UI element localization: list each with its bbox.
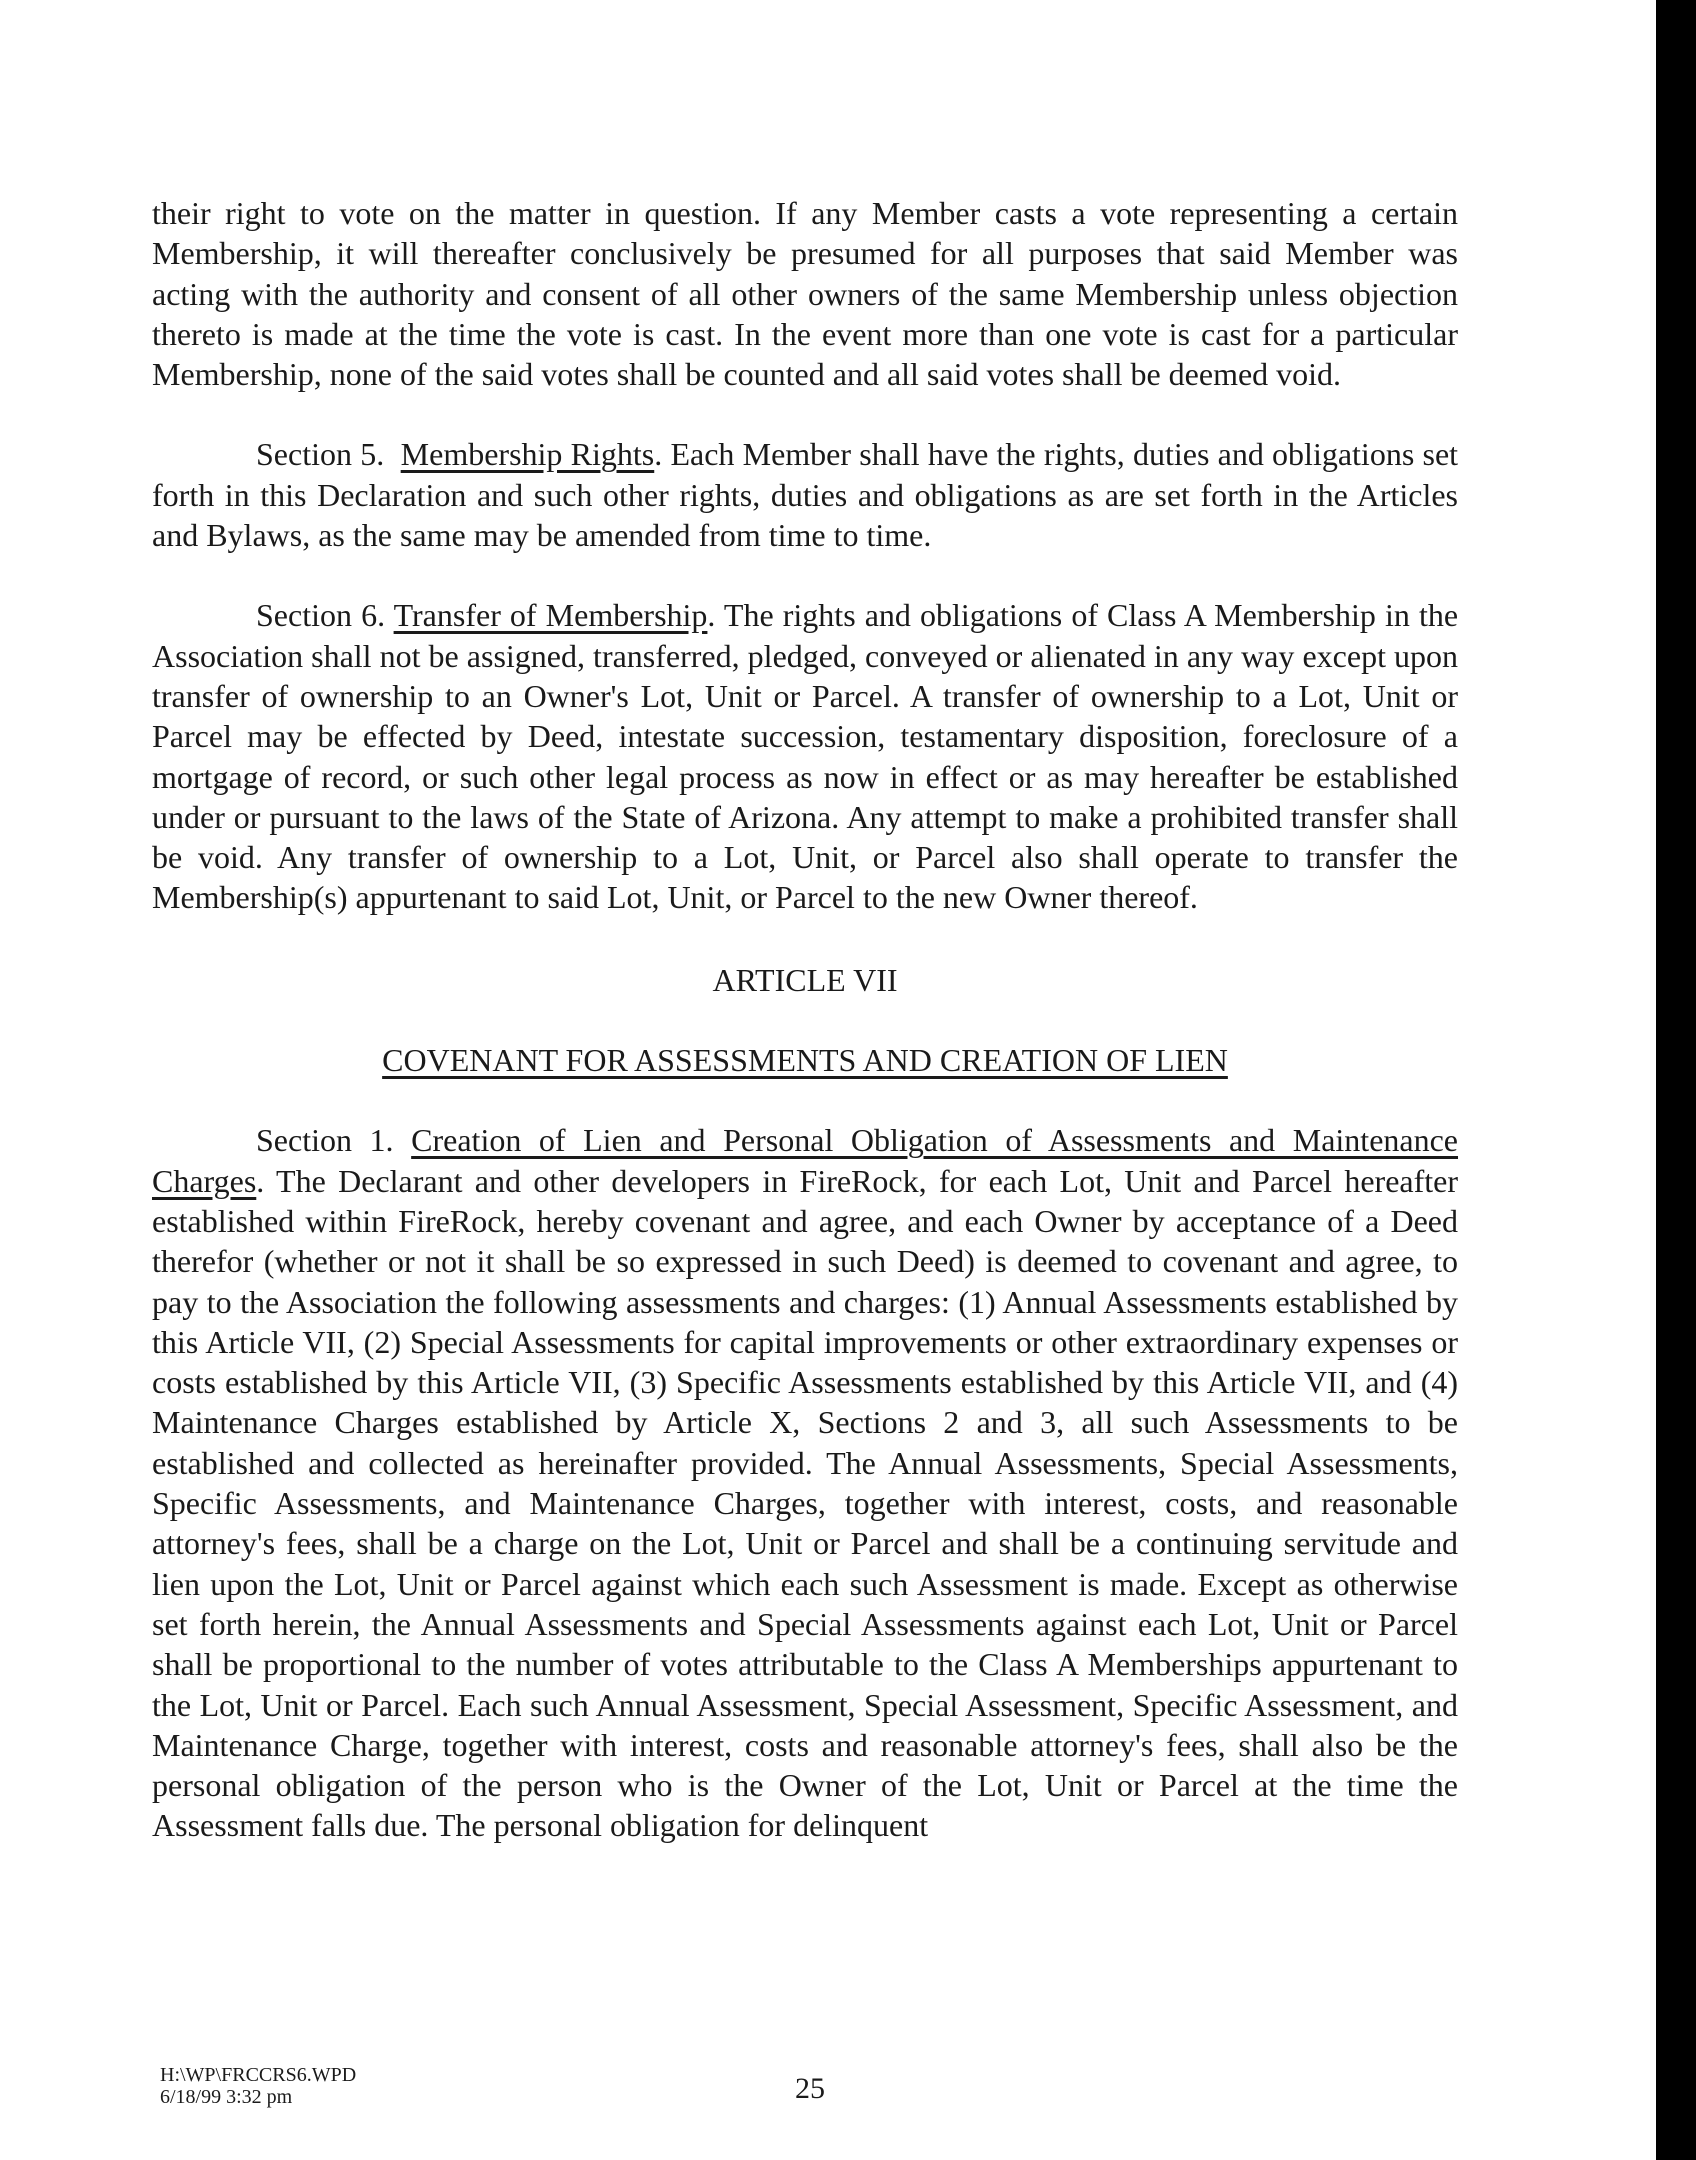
- section-1-title: Creation of Lien and Personal Obligation of Assessments and Maintenance Charges: [152, 1122, 1459, 1199]
- section-6-label: Section 6.: [256, 597, 386, 634]
- scan-edge: [1656, 0, 1696, 2160]
- section-6-body: . The rights and obligations of Class A Membership in the Association shall not be assigned, transferred, pledged, conveyed or alienated in any way except upon transfer of ownership to an Owner's Lot, Unit or Parcel. A transfer of ownership to a Lot, Unit or Parcel may be effected by Deed, intestate succession, testamentary disposition, foreclosure of a mortgage of record, or such other legal process as now in effect or as may hereafter be established under or pursuant to the laws of the State of Arizona. Any attempt to make a prohibited transfer shall be void. Any transfer of ownership to a Lot, Unit, or Parcel also shall operate to transfer the Membership(s) appurtenant to said Lot, Unit, or Parcel to the new Owner thereof.: [152, 597, 1459, 916]
- footer-file-path: H:\WP\FRCCRS6.WPD: [160, 2064, 357, 2086]
- section-6: [152, 595, 1458, 917]
- section-1: [152, 1120, 1458, 1845]
- document-body: [152, 193, 1458, 1846]
- section-1-label: Section 1.: [256, 1122, 394, 1159]
- paragraph-voting-continuation: their right to vote on the matter in question. If any Member casts a vote representing a certain Membership, it will thereafter conclusively be presumed for all purposes that said Member was acting with the authority and consent of all other owners of the same Membership unless objection thereto is made at the time the vote is cast. In the event more than one vote is cast for a particular Membership, none of the said votes shall be counted and all said votes shall be deemed void.: [152, 195, 1458, 393]
- section-1-body: . The Declarant and other developers in FireRock, for each Lot, Unit and Parcel hereafter established within FireRock, hereby covenant and agree, and each Owner by acceptance of a Deed therefor (whether or not it shall be so expressed in such Deed) is deemed to covenant and agree, to pay to the Association the following assessments and charges: (1) Annual Assessments established by this Article VII, (2) Special Assessments for capital improvements or other extraordinary expenses or costs established by this Article VII, (3) Specific Assessments established by this Article VII, and (4) Maintenance Charges established by Article X, Sections 2 and 3, all such Assessments to be established and collected as hereinafter provided. The Annual Assessments, Special Assessments, Specific Assessments, and Maintenance Charges, together with interest, costs, and reasonable attorney's fees, shall be a charge on the Lot, Unit or Parcel and shall be a continuing servitude and lien upon the Lot, Unit or Parcel against which each such Assessment is made. Except as otherwise set forth herein, the Annual Assessments and Special Assessments against each Lot, Unit or Parcel shall be proportional to the number of votes attributable to the Class A Memberships appurtenant to the Lot, Unit or Parcel. Each such Annual Assessment, Special Assessment, Specific Assessment, and Maintenance Charge, together with interest, costs and reasonable attorney's fees, shall also be the personal obligation of the person who is the Owner of the Lot, Unit or Parcel at the time the Assessment falls due. The personal obligation for delinquent: [152, 1162, 1458, 1844]
- section-5: [152, 434, 1458, 555]
- section-5-label: Section 5.: [256, 436, 385, 473]
- section-5-title: Membership Rights: [400, 436, 655, 473]
- article-title: [152, 1040, 1458, 1080]
- page-number: 25: [795, 2072, 825, 2105]
- section-5-body: . Each Member shall have the rights, duties and obligations set forth in this Declaration and such other rights, duties and obligations as are set forth in the Articles and Bylaws, as the same may be amended from time to time.: [152, 436, 1459, 554]
- article-heading: ARTICLE VII: [712, 961, 898, 998]
- footer-timestamp: 6/18/99 3:32 pm: [160, 2086, 293, 2108]
- article-title-text: COVENANT FOR ASSESSMENTS AND CREATION OF LIEN: [382, 1042, 1228, 1079]
- section-6-title: Transfer of Membership: [393, 597, 708, 634]
